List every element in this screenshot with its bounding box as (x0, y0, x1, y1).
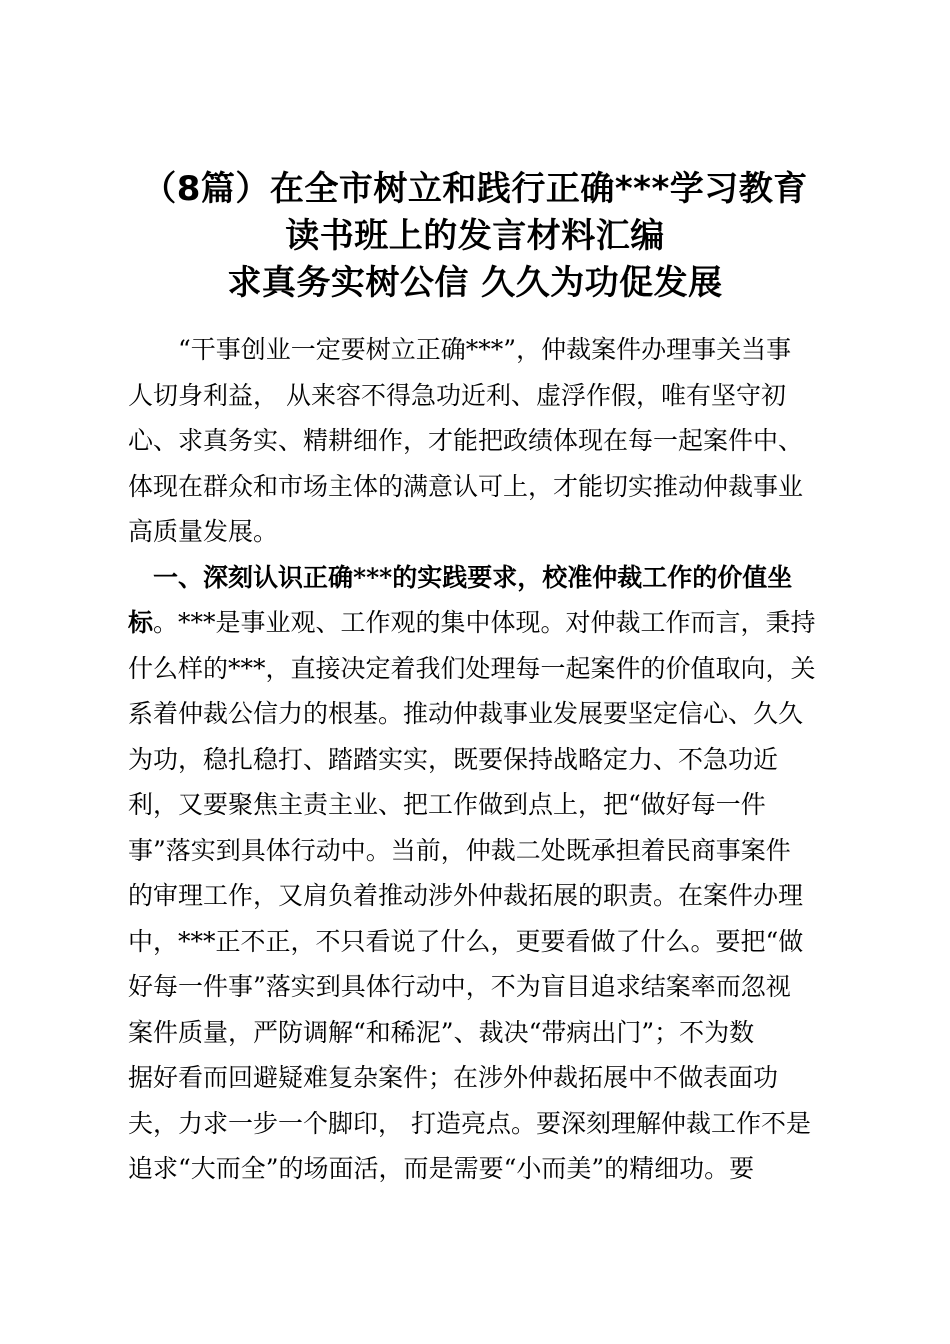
paragraph-line: 事”落实到具体行动中。当前，仲裁二处既承担着民商事案件 (128, 835, 791, 865)
paragraph-line: 高质量发展。 (128, 517, 279, 546)
section-heading-end: 标 (128, 608, 154, 637)
subtitle-line: 求真务实树公信 久久为功促发展 (227, 263, 723, 303)
section-heading-line: 一、深刻认识正确***的实践要求，校准仲裁工作的价值坐 (128, 562, 793, 592)
paragraph-line: 为功，稳扎稳打、踏踏实实，既要保持战略定力、不急功近 (128, 744, 779, 774)
document-title (110, 166, 840, 307)
paragraph-line: 利，又要聚焦主责主业、把工作做到点上，把“做好每一件 (128, 790, 766, 819)
paragraph-line: 什么样的***，直接决定着我们处理每一起案件的价值取向，关 (128, 653, 816, 683)
paragraph-line: 心、求真务实、精耕细作，才能把政绩体现在每一起案件中、 (128, 426, 804, 455)
paragraph-line: 体现在群众和市场主体的满意认可上，才能切实推动仲裁事业 (128, 471, 804, 501)
title-line-1: （8篇）在全市树立和践行正确***学习教育 (142, 169, 808, 209)
paragraph-line: 好每一件事”落实到具体行动中，不为盲目追求结案率而忽视 (128, 972, 791, 1001)
paragraph-line: 系着仲裁公信力的根基。推动仲裁事业发展要坚定信心、久久 (128, 699, 804, 728)
intro-paragraph (128, 327, 828, 555)
paragraph-line: 夫，力求一步一个脚印， 打造亮点。要深刻理解仲裁工作不是 (128, 1108, 811, 1138)
paragraph-line: 案件质量，严防调解“和稀泥”、裁决“带病出门”；不为数 (128, 1017, 755, 1047)
paragraph-line: 追求“大而全”的场面活，而是需要“小而美”的精细功。要 (128, 1154, 755, 1183)
title-line-2: 读书班上的发言材料汇编 (285, 216, 665, 256)
paragraph-line: 中，***正不正，不只看说了什么，更要看做了什么。要把“做 (128, 926, 804, 956)
paragraph-line: “干事创业一定要树立正确***”，仲裁案件办理事关当事 (128, 335, 792, 364)
paragraph-line: 人切身利益， 从来容不得急功近利、虚浮作假，唯有坚守初 (128, 380, 786, 410)
paragraph-line: 据好看而回避疑难复杂案件；在涉外仲裁拓展中不做表面功 (128, 1063, 779, 1092)
paragraph-text: 。***是事业观、工作观的集中体现。对仲裁工作而言，秉持 (153, 608, 816, 637)
paragraph-line (128, 600, 828, 646)
document-body (128, 327, 828, 1192)
section-1-paragraph (128, 555, 828, 1192)
paragraph-line: 的审理工作，又肩负着推动涉外仲裁拓展的职责。在案件办理 (128, 881, 804, 910)
